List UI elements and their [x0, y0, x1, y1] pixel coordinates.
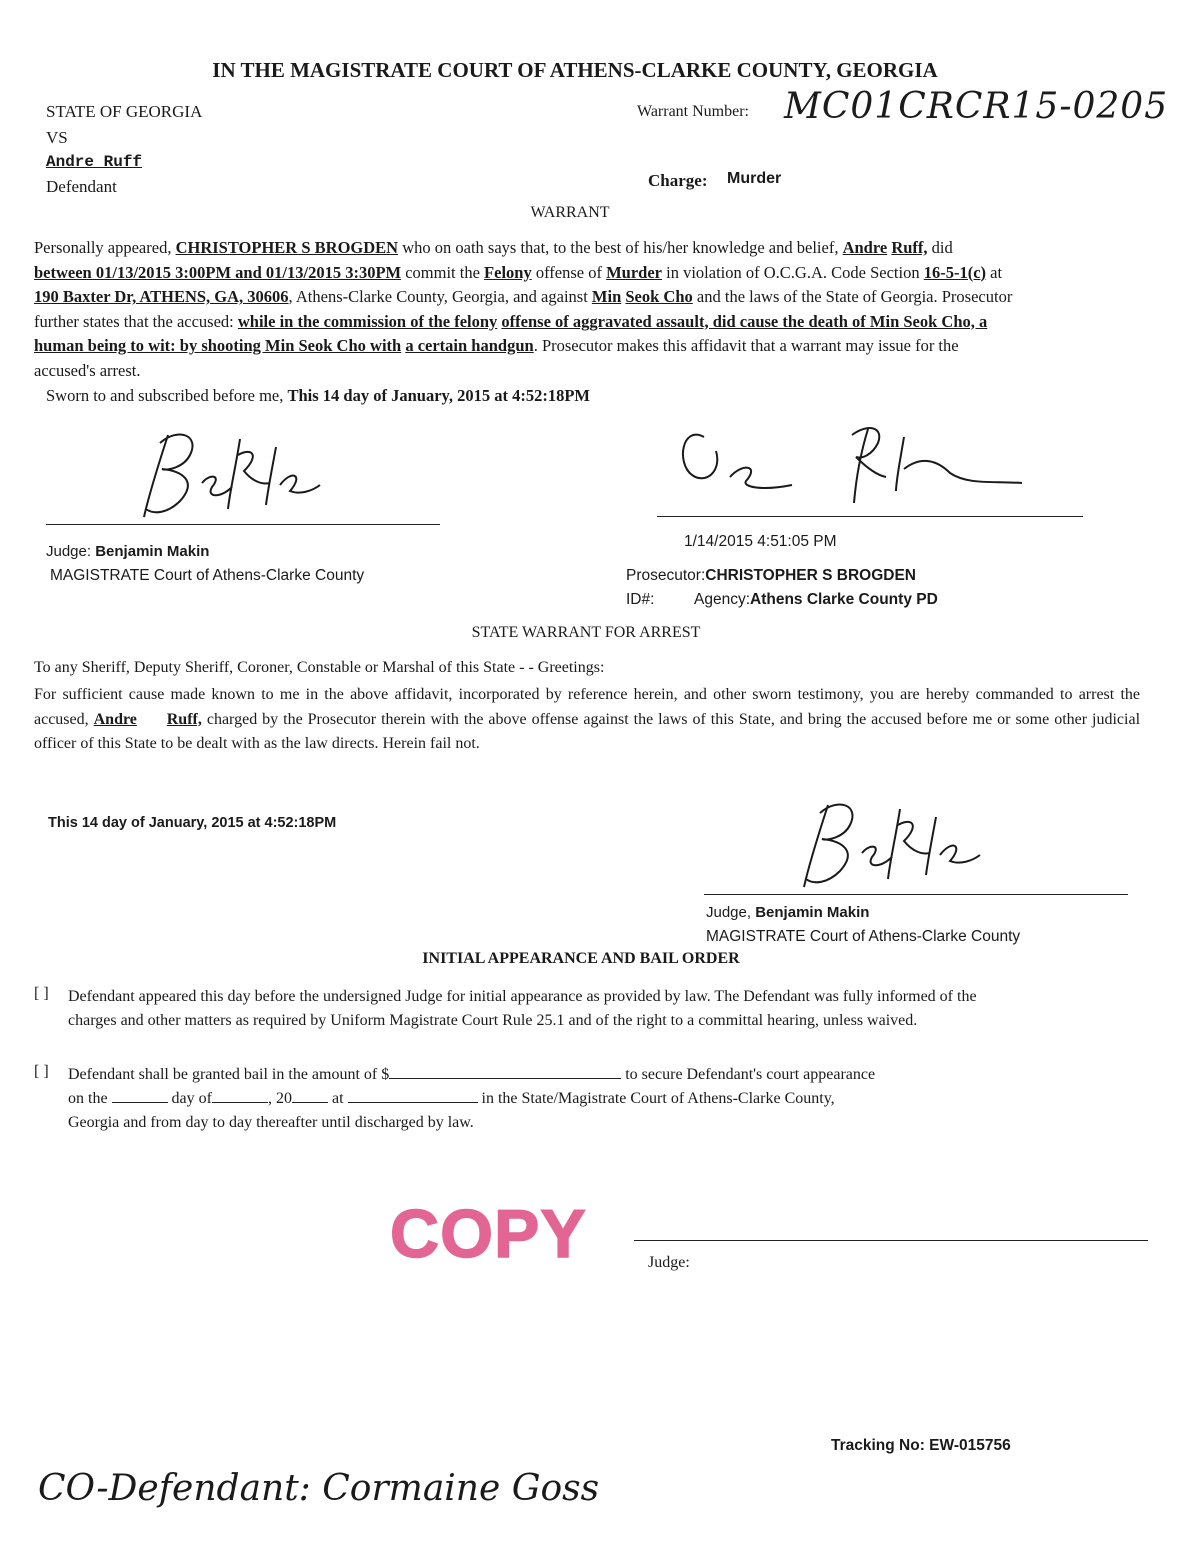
arrest-judge-signature-line: [704, 894, 1128, 895]
state-line: STATE OF GEORGIA: [46, 102, 203, 121]
victim-last: Seok Cho: [625, 287, 693, 306]
description-1: while in the commission of the felony: [237, 311, 498, 331]
text: to secure Defendant's court appearance: [625, 1066, 876, 1083]
text: commit the: [405, 262, 480, 282]
text: day of: [171, 1090, 212, 1107]
sworn-date: This 14 day of January, 2015 at 4:52:18PM: [287, 386, 590, 405]
arrest-accused-last: Ruff,: [166, 710, 202, 728]
charge-label: Charge:: [648, 171, 708, 190]
arrest-accused-first: Andre: [93, 710, 137, 728]
arrest-judge-line: [706, 904, 869, 921]
text: . Prosecutor makes this affidavit that a warrant may issue for the accused's arrest.: [34, 336, 959, 380]
prosecutor-name: CHRISTOPHER S BROGDEN: [705, 567, 916, 584]
bail-heading: INITIAL APPEARANCE AND BAIL ORDER: [422, 950, 740, 967]
offense-class: Felony: [484, 262, 532, 282]
defendant-name: Andre Ruff: [46, 153, 143, 171]
sworn-line: [46, 386, 590, 406]
text: at: [331, 1090, 344, 1107]
arrest-judge-signature: [780, 795, 1000, 895]
description-2: offense of aggravated assault, did cause the death of Min Seok Cho, a human being to wit: by shooting Min Seok Cho with: [34, 311, 988, 355]
prosecutor-timestamp: 1/14/2015 4:51:05 PM: [684, 533, 837, 550]
description-3: a certain handgun: [405, 336, 534, 355]
charge-value: Murder: [727, 170, 782, 187]
accused-last: Ruff,: [891, 238, 928, 257]
text: Georgia and from day to day thereafter until discharged by law.: [68, 1114, 474, 1131]
prosecutor-signature: [672, 415, 1032, 515]
text: in the State/Magistrate Court of Athens-Clarke County,: [481, 1090, 835, 1107]
sworn-prefix: Sworn to and subscribed before me,: [46, 386, 284, 405]
text: O.C.G.A. Code Section: [763, 262, 920, 282]
arrest-judge-court: MAGISTRATE Court of Athens-Clarke County: [706, 928, 1021, 945]
date-range: between 01/13/2015 3:00PM and 01/13/2015 3:30PM: [34, 262, 402, 282]
code-section: 16-5-1(c): [923, 262, 987, 282]
tracking-number: Tracking No: EW-015756: [831, 1437, 1011, 1454]
text: Defendant shall be granted bail in the amount of $: [68, 1066, 390, 1083]
bail-checkbox-2[interactable]: [ ]: [34, 1063, 49, 1080]
judge-line: [46, 543, 209, 560]
text: offense of: [535, 262, 602, 282]
bail-judge-label: Judge:: [648, 1254, 690, 1271]
judge-court: MAGISTRATE Court of Athens-Clarke County: [50, 567, 365, 584]
offense: Murder: [606, 262, 663, 282]
text: in violation of: [666, 262, 760, 282]
warrant-heading: WARRANT: [530, 204, 610, 221]
bail-item-2: [68, 1063, 1008, 1135]
bail-item-2-line-1: [68, 1063, 1008, 1087]
judge-signature: [120, 425, 340, 525]
text: did: [931, 238, 953, 257]
arrest-greeting: To any Sheriff, Deputy Sheriff, Coroner, Constable or Marshal of this State - - Greetings:: [34, 659, 605, 676]
bail-item-2-line-2: [68, 1087, 1008, 1111]
day-field[interactable]: [112, 1088, 168, 1103]
warrant-affidavit: [34, 236, 1014, 383]
court-title: IN THE MAGISTRATE COURT OF ATHENS-CLARKE COUNTY, GEORGIA: [212, 58, 938, 82]
month-field[interactable]: [212, 1088, 268, 1103]
arrest-heading: STATE WARRANT FOR ARREST: [471, 624, 701, 641]
judge-label: Judge:: [46, 543, 92, 560]
handwritten-codefendant-note: CO-Defendant: Cormaine Goss: [38, 1468, 600, 1509]
text: on the: [68, 1090, 108, 1107]
text: who on oath says that, to the best of his/her knowledge and belief,: [402, 238, 839, 257]
arrest-date: This 14 day of January, 2015 at 4:52:18PM: [48, 815, 337, 831]
warrant-number-handwritten: MC01CRCR15-0205: [784, 86, 1169, 127]
time-field[interactable]: [348, 1088, 478, 1103]
bail-item-1: Defendant appeared this day before the undersigned Judge for initial appearance as provided by law. The Defendant was fully informed of the charges and other matters as required by Uniform Magistrate Court Rule 25.1 and of the right to a committal hearing, unless waived.: [68, 988, 977, 1029]
arrest-body: [34, 683, 1140, 757]
prosecutor-line: [626, 567, 916, 585]
agency-name: Athens Clarke County PD: [750, 591, 938, 608]
prosecutor-signature-line: [657, 516, 1083, 517]
warrant-number-label: Warrant Number:: [637, 103, 749, 120]
copy-stamp: COPY: [390, 1196, 587, 1272]
address: 190 Baxter Dr, ATHENS, GA, 30606: [34, 287, 289, 306]
id-label: ID#:: [626, 591, 655, 608]
bail-judge-signature-line: [634, 1240, 1148, 1241]
officer-name: CHRISTOPHER S BROGDEN: [175, 238, 399, 257]
victim-first: Min: [591, 287, 622, 306]
vs-label: VS: [46, 128, 68, 147]
agency-label: Agency:: [694, 591, 751, 608]
judge-signature-line: [46, 524, 440, 525]
year-field[interactable]: [292, 1088, 328, 1103]
bail-checkbox-1[interactable]: [ ]: [34, 985, 49, 1002]
text: and the laws of the State of Georgia. Prosecutor further states that the accused:: [34, 287, 1013, 331]
arrest-judge-label: Judge,: [706, 904, 752, 921]
arrest-judge-name: Benjamin Makin: [755, 904, 870, 921]
judge-name: Benjamin Makin: [95, 543, 210, 560]
prosecutor-label: Prosecutor:: [626, 567, 706, 584]
text: , 20: [267, 1090, 292, 1107]
defendant-label: Defendant: [46, 177, 117, 196]
bail-amount-field[interactable]: [389, 1064, 621, 1079]
text: Personally appeared,: [34, 238, 172, 257]
text: charged by the Prosecutor therein with the above offense against the laws of this State, and bring the accused before me or some other judicial officer of this State to be dealt with as the law directs. Herein fail not.: [34, 710, 1141, 752]
text: at: [990, 262, 1003, 282]
accused-first: Andre: [842, 238, 888, 257]
text: , Athens-Clarke County, Georgia, and against: [288, 287, 588, 306]
text: For sufficient cause made known to me in the above affidavit, incorporated by reference herein, and other sworn testimony, you are hereby commanded to arrest the accused,: [34, 686, 1140, 728]
agency-line: [694, 591, 938, 609]
